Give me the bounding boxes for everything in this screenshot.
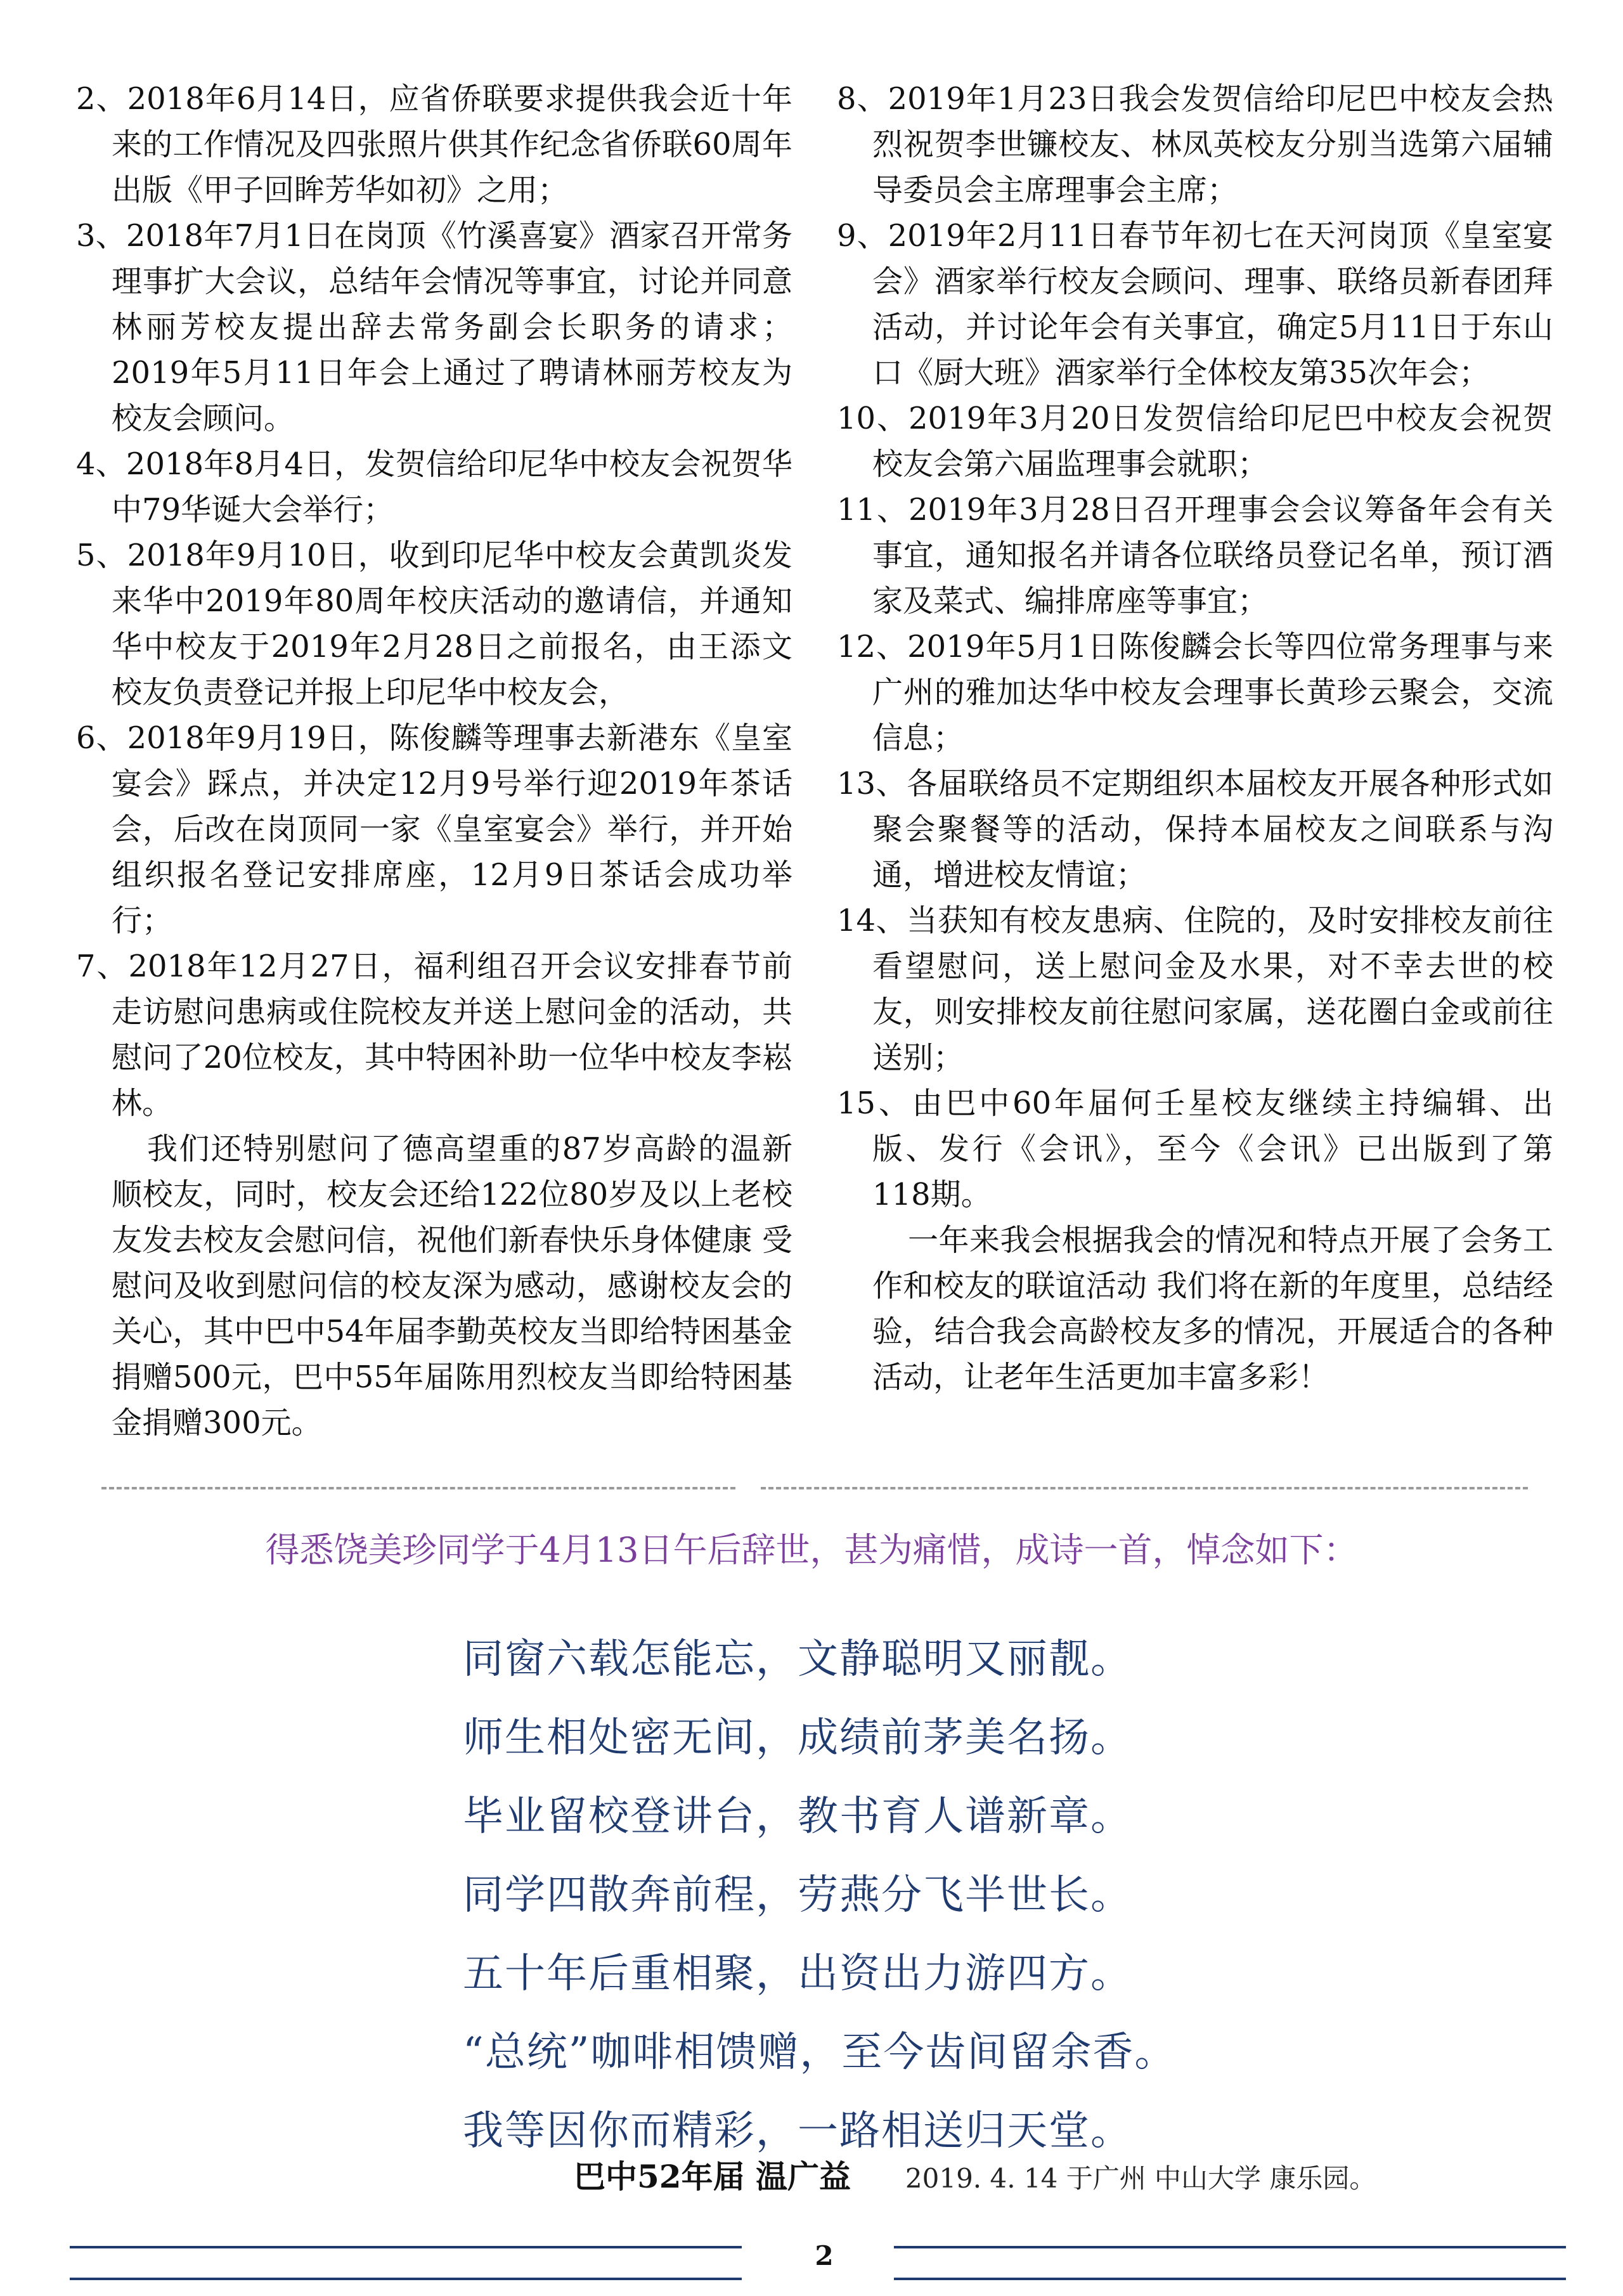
footer-rule-left-bottom xyxy=(70,2278,742,2280)
list-item: 9、2019年2月11日春节年初七在天河岗顶《皇室宴会》酒家举行校友会顾问、理事、联络员新春团拜活动，并讨论年会有关事宜，确定5月11日于东山口《厨大班》酒家举行全体校友第35次年会； xyxy=(837,218,1553,391)
poem-line: 师生相处密无间，成绩前茅美名扬。 xyxy=(463,1715,1132,1761)
date-place: 2019. 4. 14 于广州 中山大学 康乐园。 xyxy=(905,2163,1376,2194)
list-item: 12、2019年5月1日陈俊麟会长等四位常务理事与来广州的雅加达华中校友会理事长黄珍云聚会，交流信息； xyxy=(837,629,1553,756)
two-column-body xyxy=(76,76,1553,1477)
author-name: 巴中52年届 温广益 xyxy=(574,2158,851,2195)
list-item: 7、2018年12月27日，福利组召开会议安排春节前走访慰问患病或住院校友并送上慰问金的活动，共慰问了20位校友，其中特困补助一位华中校友李崧林。 xyxy=(76,949,792,1121)
poem-signature xyxy=(574,2155,1376,2201)
left-column xyxy=(76,76,792,1477)
poem-line: 同窗六载怎能忘，文静聪明又丽靓。 xyxy=(463,1636,1132,1683)
list-item: 10、2019年3月20日发贺信给印尼巴中校友会祝贺校友会第六届监理事会就职； xyxy=(837,401,1553,482)
footer-rule-right-bottom xyxy=(894,2278,1566,2280)
page-footer xyxy=(70,2237,1572,2281)
poem-line: “总统”咖啡相馈赠，至今齿间留余香。 xyxy=(463,2029,1177,2076)
list-item: 3、2018年7月1日在岗顶《竹溪喜宴》酒家召开常务理事扩大会议，总结年会情况等事宜，讨论并同意林丽芳校友提出辞去常务副会长职务的请求；2019年5月11日年会上通过了聘请林丽芳校友为校友会顾问。 xyxy=(76,218,792,436)
list-item: 2、2018年6月14日，应省侨联要求提供我会近十年来的工作情况及四张照片供其作纪念省侨联60周年出版《甲子回眸芳华如初》之用； xyxy=(76,81,792,208)
right-column xyxy=(837,76,1553,1477)
poem-line: 同学四散奔前程，劳燕分飞半世长。 xyxy=(463,1872,1132,1919)
list-item: 6、2018年9月19日，陈俊麟等理事去新港东《皇室宴会》踩点，并决定12月9号举行迎2019年茶话会，后改在岗顶同一家《皇室宴会》举行，并开始组织报名登记安排席座，12月9日茶话会成功举行； xyxy=(76,720,792,938)
footer-rule-right-top xyxy=(894,2246,1566,2248)
page-number: 2 xyxy=(815,2240,834,2271)
memorial-poem xyxy=(463,1620,1414,2170)
list-item: 11、2019年3月28日召开理事会会议筹备年会有关事宜，通知报名并请各位联络员登记名单，预订酒家及菜式、编排席座等事宜； xyxy=(837,492,1553,619)
poem-line: 毕业留校登讲台，教书育人谱新章。 xyxy=(463,1793,1132,1840)
list-item: 4、2018年8月4日，发贺信给印尼华中校友会祝贺华中79华诞大会举行； xyxy=(76,446,792,528)
dashed-divider-right xyxy=(761,1487,1528,1489)
list-item: 14、当获知有校友患病、住院的，及时安排校友前往看望慰问，送上慰问金及水果，对不幸去世的校友，则安排校友前往慰问家属，送花圈白金或前往送别； xyxy=(837,903,1553,1075)
poem-intro: 得悉饶美珍同学于4月13日午后辞世，甚为痛惜，成诗一首，悼念如下： xyxy=(265,1530,1358,1570)
list-item: 13、各届联络员不定期组织本届校友开展各种形式如聚会聚餐等的活动，保持本届校友之间联系与沟通，增进校友情谊； xyxy=(837,766,1553,893)
body-paragraph: 我们还特别慰问了德高望重的87岁高龄的温新顺校友，同时，校友会还给122位80岁及以上老校友发去校友会慰问信，祝他们新春快乐身体健康 受慰问及收到慰问信的校友深为感动，感谢校友会的关心，其中巴中54年届李勤英校友当即给特困基金捐赠500元，巴中55年届陈用烈校友当即给特困基金捐赠300元。 xyxy=(112,1131,792,1441)
dashed-divider-left xyxy=(101,1487,735,1489)
poem-line: 五十年后重相聚，出资出力游四方。 xyxy=(463,1950,1132,1997)
summary-paragraph: 一年来我会根据我会的情况和特点开展了会务工作和校友的联谊活动 我们将在新的年度里，总结经验，结合我会高龄校友多的情况，开展适合的各种活动，让老年生活更加丰富多彩！ xyxy=(872,1223,1553,1395)
poem-line: 我等因你而精彩，一路相送归天堂。 xyxy=(463,2108,1132,2155)
section-divider xyxy=(101,1487,1528,1493)
list-item: 8、2019年1月23日我会发贺信给印尼巴中校友会热烈祝贺李世镰校友、林凤英校友分别当选第六届辅导委员会主席理事会主席； xyxy=(837,81,1553,208)
list-item: 15、由巴中60年届何壬星校友继续主持编辑、出版、发行《会讯》，至今《会讯》已出版到了第118期。 xyxy=(837,1086,1553,1212)
list-item: 5、2018年9月10日，收到印尼华中校友会黄凯炎发来华中2019年80周年校庆活动的邀请信，并通知华中校友于2019年2月28日之前报名，由王添文校友负责登记并报上印尼华中校友会， xyxy=(76,538,792,710)
footer-rule-left-top xyxy=(70,2246,742,2248)
